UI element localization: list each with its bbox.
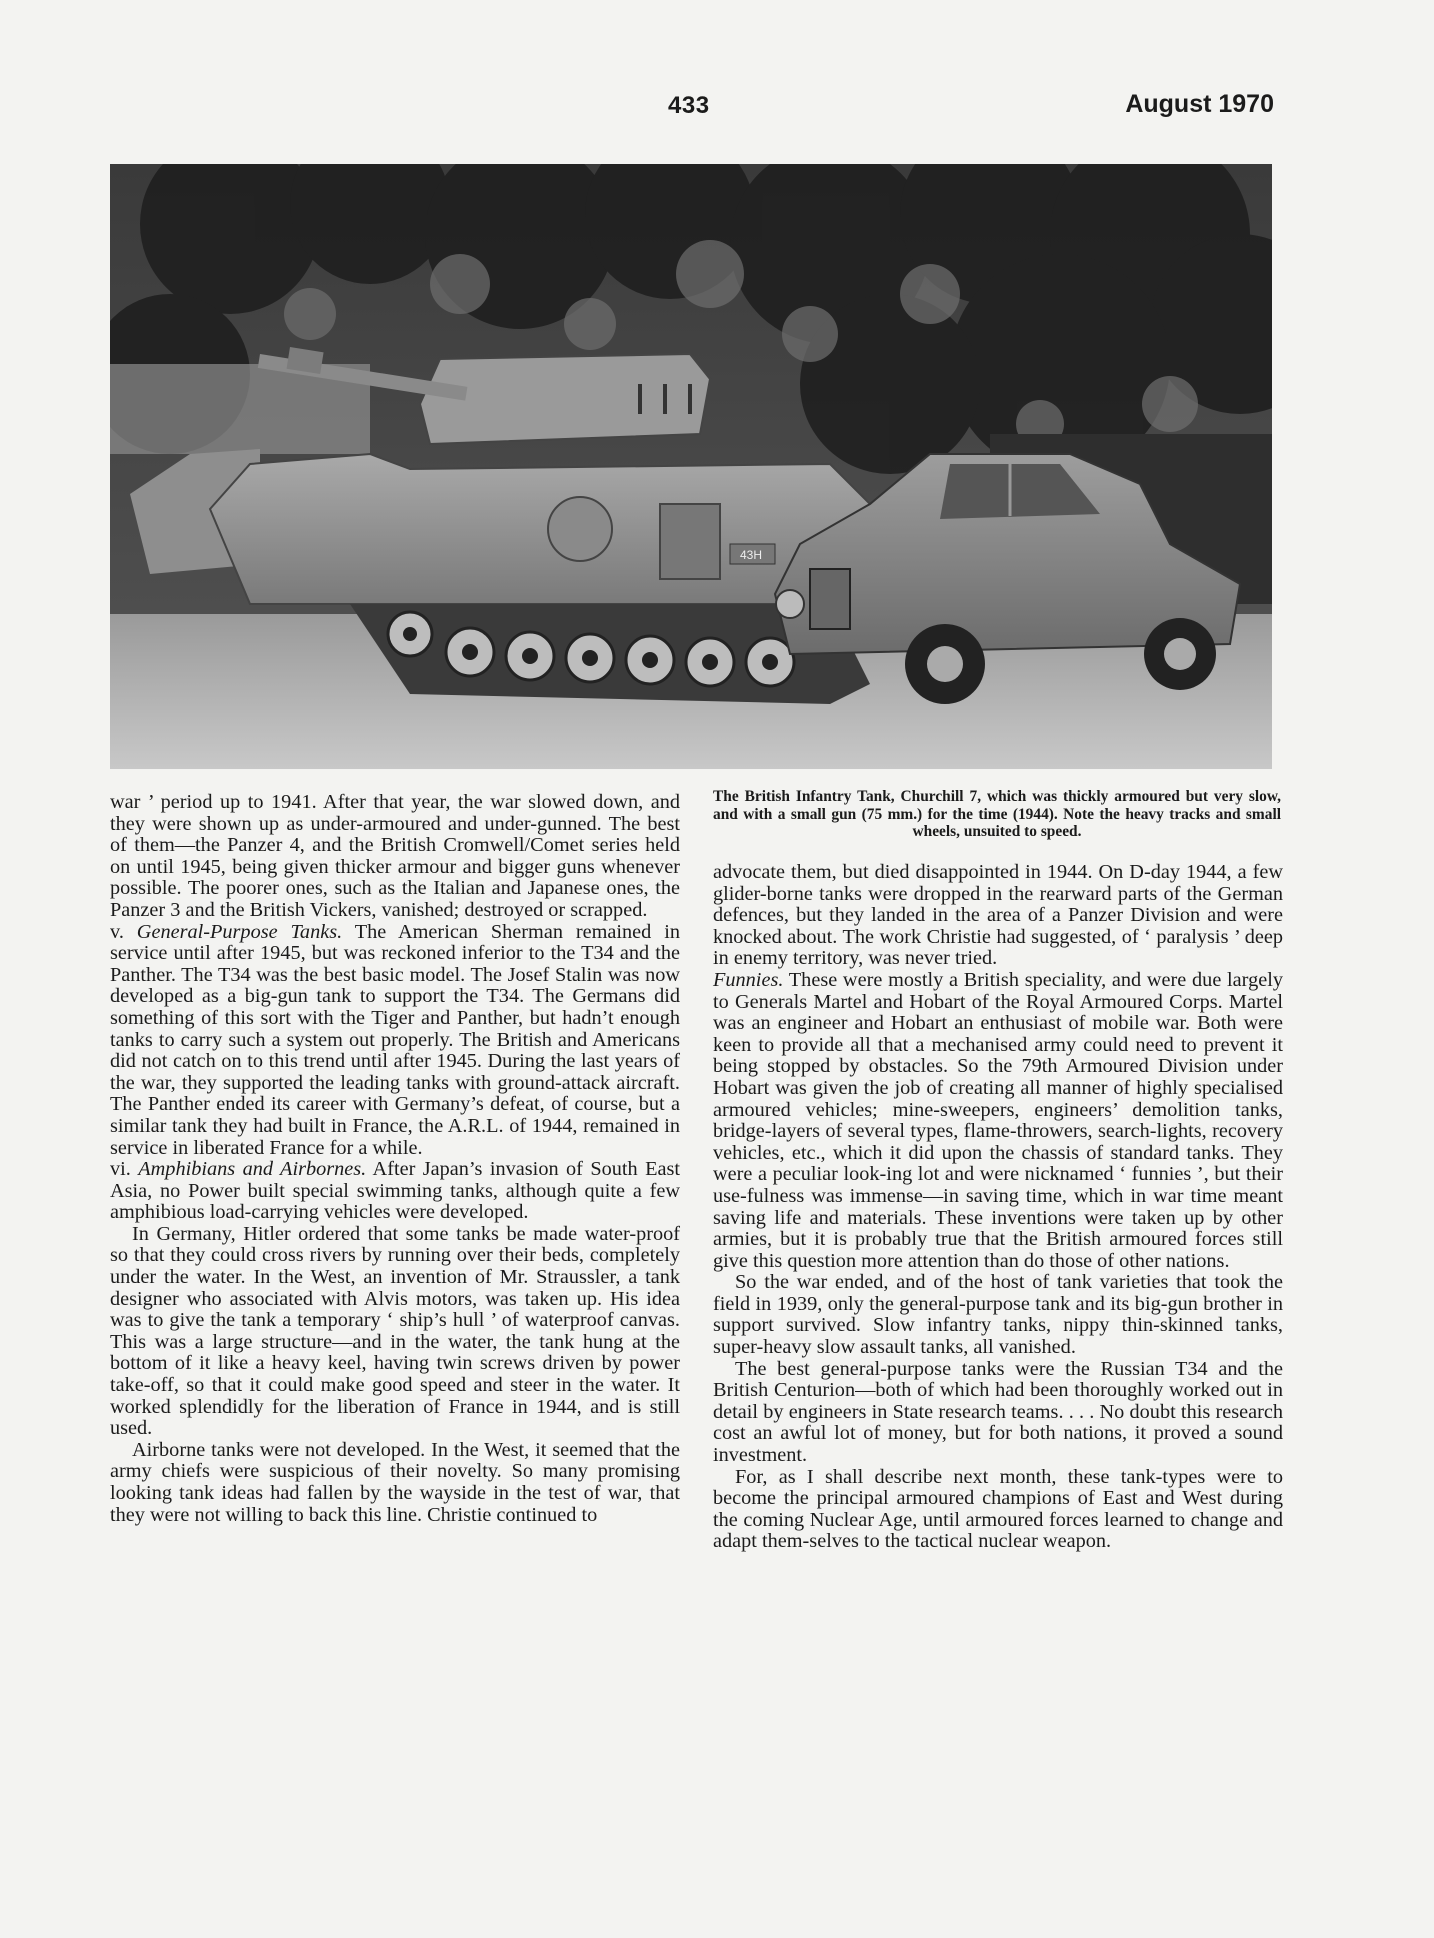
section-number: vi. bbox=[110, 1158, 139, 1181]
left-column bbox=[110, 792, 680, 1526]
paragraph bbox=[110, 1159, 680, 1224]
paragraph: advocate them, but died disappointed in 1944. On D-day 1944, a few glider-borne tanks were dropped in the rearward parts of the German defences, but they landed in the area of a Panzer Division and were knocked about. The work Christie had suggested, of ‘ paralysis ’ deep in enemy territory, was never tried. bbox=[713, 861, 1283, 970]
paragraph bbox=[110, 922, 680, 1160]
photo-caption bbox=[713, 788, 1281, 841]
hull-marking: 43H bbox=[740, 548, 763, 562]
page-number: 433 bbox=[668, 92, 710, 119]
section-number: v. bbox=[110, 920, 137, 943]
issue-date: August 1970 bbox=[1125, 90, 1274, 118]
section-heading: Funnies. bbox=[713, 968, 784, 991]
paragraph-text: The American Sherman remained in service until after 1945, but was reckoned inferior to the T34 and the Panther. The T34 was the best basic model. The Josef Stalin was now developed as a big-gun tank to support the T34. The Germans did something of this sort with the Tiger and Panther, but hadn’t enough tanks to carry such a system out properly. The British and Americans did not catch on to this trend until after 1945. During the last years of the war, they supported the leading tanks with ground-attack aircraft. The Panther ended its career with Germany’s defeat, of course, but a similar tank they had built in France, the A.R.L. of 1944, remained in service in liberated France for a while. bbox=[110, 920, 680, 1159]
caption-text: The British Infantry Tank, Churchill 7, which was thickly armoured but very slow, and with a small gun (75 mm.) for the time (1944). Note the heavy tracks and small wheels, unsuited to speed. bbox=[713, 788, 1281, 840]
paragraph: Airborne tanks were not developed. In the West, it seemed that the army chiefs were suspicious of their novelty. So many promising looking tank ideas had fallen by the wayside in the test of war, that they were not willing to back this line. Christie continued to bbox=[110, 1438, 680, 1526]
paragraph: In Germany, Hitler ordered that some tanks be made water-proof so that they could cross rivers by running over their beds, completely under the water. In the West, an invention of Mr. Straussler, a tank designer who associated with Alvis motors, was taken up. His idea was to give the tank a temporary ‘ ship’s hull ’ of waterproof canvas. This was a large structure—and in the water, the tank hung at the bottom of it like a heavy keel, having twin screws driven by power take-off, so that it could make good speed and steer in the water. It worked splendidly for the liberation of France in 1944, and is still used. bbox=[110, 1222, 680, 1440]
paragraph: The best general-purpose tanks were the Russian T34 and the British Centurion—both of which had been thoroughly worked out in detail by engineers in State research teams. . . . No doubt this research cost an awful lot of money, but for both nations, it proved a sound investment. bbox=[713, 1357, 1283, 1467]
churchill-tank-photo bbox=[110, 164, 1272, 769]
paragraph-text: These were mostly a British speciality, and were due largely to Generals Martel and Hobart of the Royal Armoured Corps. Martel was an engineer and Hobart an enthusiast of mobile war. Both were keen to provide all that a mechanised army could need to prevent it being stopped by obstacles. So the 79th Armoured Division under Hobart was given the job of creating all manner of highly specialised armoured vehicles; mine-sweepers, engineers’ demolition tanks, bridge-layers of several types, flame-throwers, search-lights, recovery vehicles, etc., which it did upon the chassis of standard tanks. They were a peculiar look-ing lot and were nicknamed ‘ funnies ’, but their use-fulness was immense—in saving time, which in war time meant saving life and materials. These inventions were taken up by other armies, but it is probably true that the British armoured forces still give this question more attention than do those of other nations. bbox=[713, 968, 1283, 1272]
paragraph-text: After Japan’s invasion of South East Asia, no Power built special swimming tanks, although quite a few amphibious load-carrying vehicles were developed. bbox=[110, 1158, 680, 1224]
paragraph: So the war ended, and of the host of tank varieties that took the field in 1939, only the general-purpose tank and its big-gun brother in support survived. Slow infantry tanks, nippy thin-skinned tanks, super-heavy slow assault tanks, all vanished. bbox=[713, 1271, 1283, 1359]
section-heading: Amphibians and Airbornes. bbox=[138, 1158, 367, 1181]
paragraph: For, as I shall describe next month, these tank-types were to become the principal armoured champions of East and West during the coming Nuclear Age, until armoured forces learned to change and adapt them-selves to the tactical nuclear weapon. bbox=[713, 1465, 1283, 1553]
paragraph bbox=[713, 970, 1283, 1272]
right-column bbox=[713, 862, 1283, 1553]
tank-and-car-illustration bbox=[110, 164, 1272, 769]
paragraph: war ’ period up to 1941. After that year, the war slowed down, and they were shown up as under-armoured and under-gunned. The best of them—the Panzer 4, and the British Cromwell/Comet series held on until 1945, being given thicker armour and bigger guns whenever possible. The poorer ones, such as the Italian and Japanese ones, the Panzer 3 and the British Vickers, vanished; destroyed or scrapped. bbox=[110, 791, 680, 921]
section-heading: General-Purpose Tanks. bbox=[136, 920, 343, 943]
